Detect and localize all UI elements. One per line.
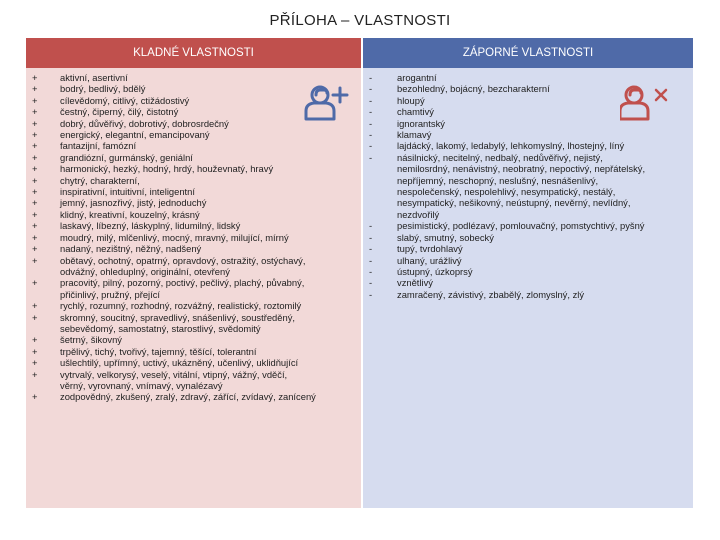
negative-bullet [363,163,397,174]
positive-item-text: inspirativní, intuitivní, inteligentní [60,186,195,198]
positive-item [26,152,361,163]
negative-item [363,186,693,197]
positive-item-text: energický, elegantní, emancipovaný [60,129,210,141]
negative-item-text: hloupý [397,94,425,106]
negative-item [363,255,693,266]
positive-item-text: harmonický, hezký, hodný, hrdý, houževnatý, hravý [60,163,274,175]
positive-item-text: nadaný, nezištný, něžný, nadšený [60,243,202,255]
negative-bullet: - [369,83,373,95]
negative-item-text: tupý, tvrdohlavý [397,243,463,255]
positive-item [26,369,361,380]
positive-bullet: + [32,197,38,209]
negative-bullet: - [369,220,373,232]
negative-bullet: - [369,265,373,277]
positive-item-text: trpělivý, tichý, tvořivý, tajemný, těšící, tolerantní [60,345,257,357]
negative-item [363,209,693,220]
negative-item-text: klamavý [397,129,432,141]
positive-item [26,232,361,243]
negative-item-text: chamtivý [397,106,434,118]
negative-item-text: nesympatický, nešikovný, neústupný, nevěrný, nevlídný, [397,197,631,209]
positive-bullet: + [32,140,38,152]
positive-item [26,209,361,220]
positive-item [26,334,361,345]
negative-item-text: bezohledný, bojácný, bezcharakterní [397,83,550,95]
negative-item-text: pesimistický, podlézavý, pomlouvačný, pomstychtivý, pyšný [397,220,645,232]
negative-bullet: - [369,117,373,129]
positive-bullet: + [32,231,38,243]
positive-item [26,289,361,300]
positive-item [26,300,361,311]
negative-bullet [363,197,397,208]
negative-item [363,289,693,300]
positive-bullet [26,380,60,391]
positive-item-text: vytrvalý, velkorysý, veselý, vitální, vtipný, vážný, vděčí, [60,368,288,380]
negative-bullet [363,175,397,186]
positive-bullet: + [32,254,38,266]
positive-item [26,220,361,231]
positive-bullet: + [32,300,38,312]
positive-item-text: jemný, jasnozřivý, jistý, jednoduchý [60,197,207,209]
positive-bullet: + [32,106,38,118]
positive-item-text: odvážný, ohleduplný, originální, otevřený [60,265,230,277]
negative-bullet [363,209,397,220]
positive-bullet: + [32,277,38,289]
positive-bullet: + [32,243,38,255]
negative-bullet: - [369,254,373,266]
positive-bullet: + [32,72,38,83]
positive-bullet: + [32,357,38,369]
positive-item-text: aktivní, asertivní [60,72,128,83]
positive-item [26,312,361,323]
positive-item-text: šetrný, šikovný [60,334,122,346]
negative-item [363,220,693,231]
positive-item-text: čestný, čiperný, čilý, čistotný [60,106,179,118]
page-title: PŘÍLOHA – VLASTNOSTI [269,12,451,29]
negative-item [363,129,693,140]
positive-item-text: věrný, vyrovnaný, vnímavý, vynalézavý [60,379,223,391]
positive-item-text: fantazijní, famózní [60,140,137,152]
negative-bullet: - [369,140,373,152]
positive-item-text: ušlechtilý, upřímný, uctivý, ukázněný, učenlivý, uklidňující [60,357,299,369]
positive-bullet [26,323,60,334]
negative-bullet: - [369,231,373,243]
positive-item [26,197,361,208]
positive-item-text: laskavý, líbezný, láskyplný, lidumilný, lidský [60,220,241,232]
negative-item-text: nespolečenský, nespolehlivý, nesympatický, nestálý, [397,186,616,198]
positive-item-text: moudrý, milý, mlčenlivý, mocný, mravný, milující, mírný [60,231,289,243]
positive-bullet: + [32,368,38,380]
positive-bullet: + [32,83,38,95]
negative-bullet: - [369,288,373,300]
positive-bullet: + [32,186,38,198]
negative-item-text: ústupný, úzkoprsý [397,265,473,277]
positive-item [26,346,361,357]
negative-item-text: arogantní [397,72,437,83]
positive-item [26,380,361,391]
positive-item-text: cílevědomý, citlivý, ctižádostivý [60,94,190,106]
positive-bullet: + [32,117,38,129]
positive-bullet: + [32,391,38,403]
positive-item-text: dobrý, důvěřivý, dobrotivý, dobrosrdečný [60,117,229,129]
positive-item-text: pracovitý, pilný, pozorný, poctivý, pečlivý, plachý, půvabný, [60,277,305,289]
negative-bullet: - [369,151,373,163]
positive-item-text: klidný, kreativní, kouzelný, krásný [60,208,200,220]
negative-item [363,266,693,277]
positive-item [26,277,361,288]
positive-bullet: + [32,345,38,357]
positive-bullet: + [32,174,38,186]
negative-header: ZÁPORNÉ VLASTNOSTI [363,38,693,68]
negative-item [363,197,693,208]
negative-item-text: násilnický, necitelný, nedbalý, nedůvěřivý, nejistý, [397,151,603,163]
negative-bullet: - [369,106,373,118]
negative-item-text: zamračený, závistivý, zbabělý, zlomyslný, zlý [397,288,585,300]
positive-item-text: chytrý, charakterní, [60,174,140,186]
negative-item [363,175,693,186]
positive-bullet [26,266,60,277]
positive-bullet: + [32,208,38,220]
positive-bullet: + [32,163,38,175]
positive-item [26,186,361,197]
negative-item-text: ignorantský [397,117,445,129]
positive-bullet [26,289,60,300]
negative-bullet [363,186,397,197]
positive-item-text: skromný, soucitný, spravedlivý, snášenlivý, soustředěný, [60,311,295,323]
positive-item [26,391,361,402]
negative-bullet: - [369,129,373,141]
positive-bullet: + [32,311,38,323]
positive-item [26,357,361,368]
negative-bullet: - [369,277,373,289]
negative-item-text: vznětlivý [397,277,433,289]
person-plus-icon [300,78,350,122]
negative-item [363,243,693,254]
negative-item-text: nemilosrdný, nenávistný, neobratný, nepoctivý, nepřátelský, [397,163,646,175]
negative-item [363,277,693,288]
negative-item-text: slabý, smutný, sobecký [397,231,494,243]
positive-item-text: grandiózní, gurmánský, geniální [60,151,193,163]
negative-item [363,152,693,163]
positive-item-text: obětavý, ochotný, opatrný, opravdový, ostražitý, ostýchavý, [60,254,306,266]
positive-item-text: bodrý, bedlivý, bdělý [60,83,146,95]
negative-item-text: lajdácký, lakomý, ledabylý, lehkomyslný, lhostejný, líný [397,140,625,152]
positive-bullet: + [32,151,38,163]
negative-item [363,140,693,151]
positive-item [26,140,361,151]
positive-item-text: přičinlivý, pružný, přející [60,288,161,300]
negative-item-text: nepříjemný, neschopný, neslušný, nesnášenlivý, [397,174,599,186]
positive-item [26,243,361,254]
positive-item-text: sebevědomý, samostatný, starostlivý, svědomitý [60,322,261,334]
negative-item-text: nezdvořilý [397,208,440,220]
positive-item [26,255,361,266]
positive-bullet: + [32,129,38,141]
person-x-icon [620,78,670,122]
positive-item [26,175,361,186]
positive-bullet: + [32,334,38,346]
positive-item [26,266,361,277]
negative-item-text: ulhaný, urážlivý [397,254,462,266]
positive-bullet: + [32,94,38,106]
positive-item [26,163,361,174]
positive-header: KLADNÉ VLASTNOSTI [26,38,361,68]
negative-item [363,232,693,243]
negative-bullet: - [369,72,373,83]
positive-item [26,323,361,334]
positive-item [26,129,361,140]
positive-item-text: zodpovědný, zkušený, zralý, zdravý, zářící, zvídavý, zanícený [60,391,316,403]
negative-item [363,163,693,174]
positive-bullet: + [32,220,38,232]
positive-item-text: rychlý, rozumný, rozhodný, rozvážný, realistický, roztomilý [60,300,302,312]
negative-bullet: - [369,243,373,255]
negative-bullet: - [369,94,373,106]
